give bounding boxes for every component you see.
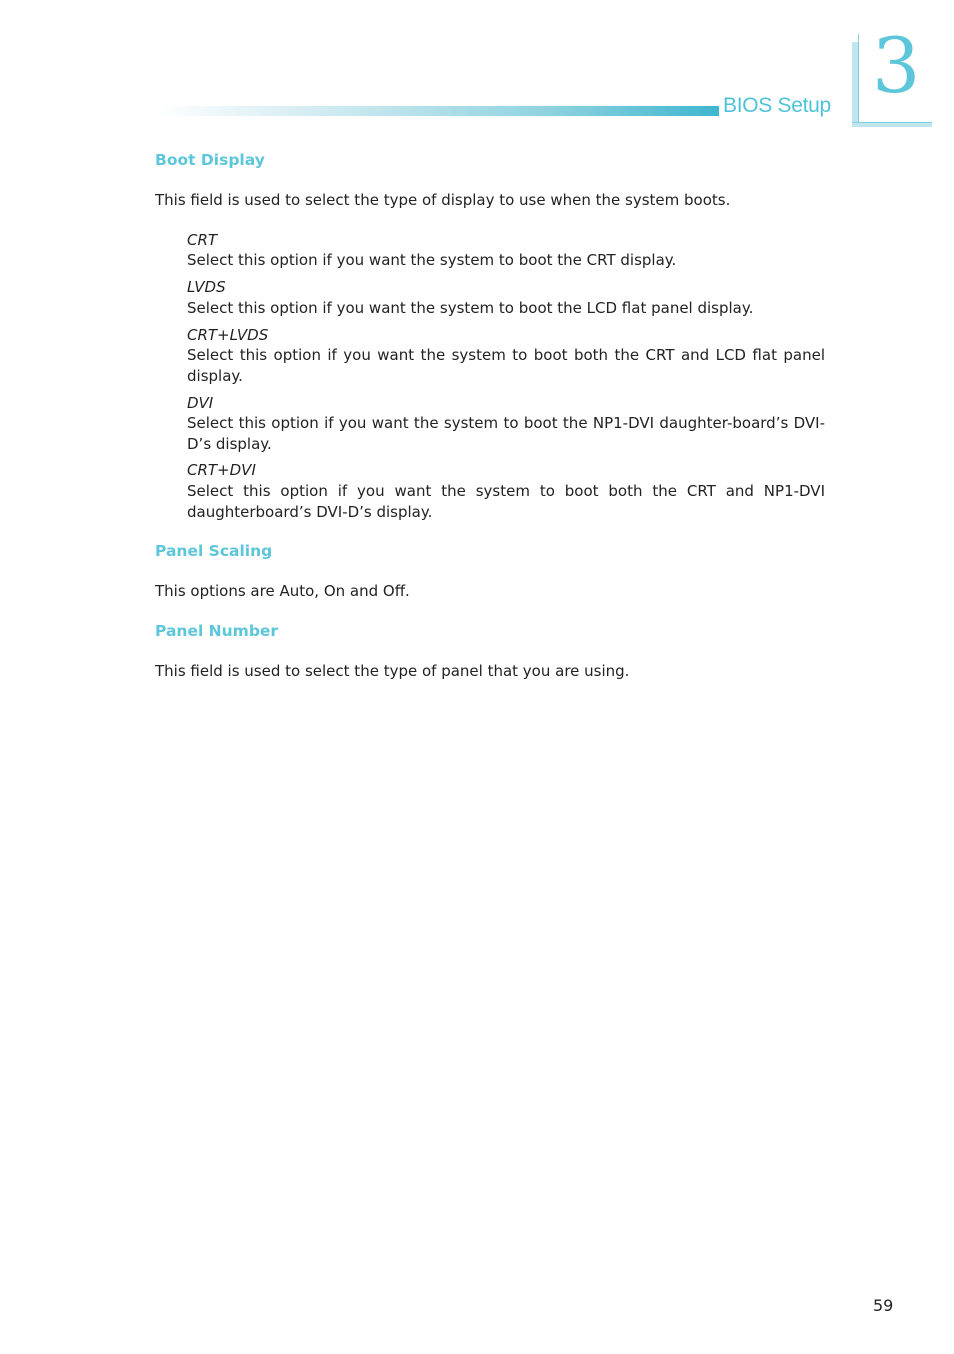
panel-scaling-text: This options are Auto, On and Off. — [155, 582, 410, 600]
option-name-crt-dvi: CRT+DVI — [187, 461, 256, 479]
section-title-boot-display: Boot Display — [155, 151, 265, 169]
chapter-number: 3 — [872, 21, 921, 110]
chapter-badge — [852, 21, 932, 127]
option-desc-dvi: Select this option if you want the system to boot the NP1-DVI daughter-board’s DVI-D’s display. — [187, 414, 825, 453]
option-desc-lvds: Select this option if you want the system to boot the LCD flat panel display. — [187, 299, 754, 317]
boot-display-intro: This field is used to select the type of display to use when the system boots. — [155, 191, 731, 209]
option-name-lvds: LVDS — [187, 278, 226, 296]
section-title-panel-scaling: Panel Scaling — [155, 542, 273, 560]
page-number: 59 — [873, 1296, 894, 1315]
option-name-dvi: DVI — [187, 394, 214, 412]
header-gradient-bar — [155, 106, 719, 116]
panel-number-text: This field is used to select the type of panel that you are using. — [155, 662, 630, 680]
option-name-crt-lvds: CRT+LVDS — [187, 326, 269, 344]
option-desc-crt-lvds: Select this option if you want the system to boot both the CRT and LCD flat panel display. — [187, 346, 825, 385]
section-title-panel-number: Panel Number — [155, 622, 279, 640]
option-desc-crt-dvi: Select this option if you want the system to boot both the CRT and NP1-DVI daughterboard’s DVI-D’s display. — [187, 482, 825, 521]
option-name-crt: CRT — [187, 231, 218, 249]
option-desc-crt: Select this option if you want the system to boot the CRT display. — [187, 251, 677, 269]
header-title: BIOS Setup — [723, 94, 831, 117]
